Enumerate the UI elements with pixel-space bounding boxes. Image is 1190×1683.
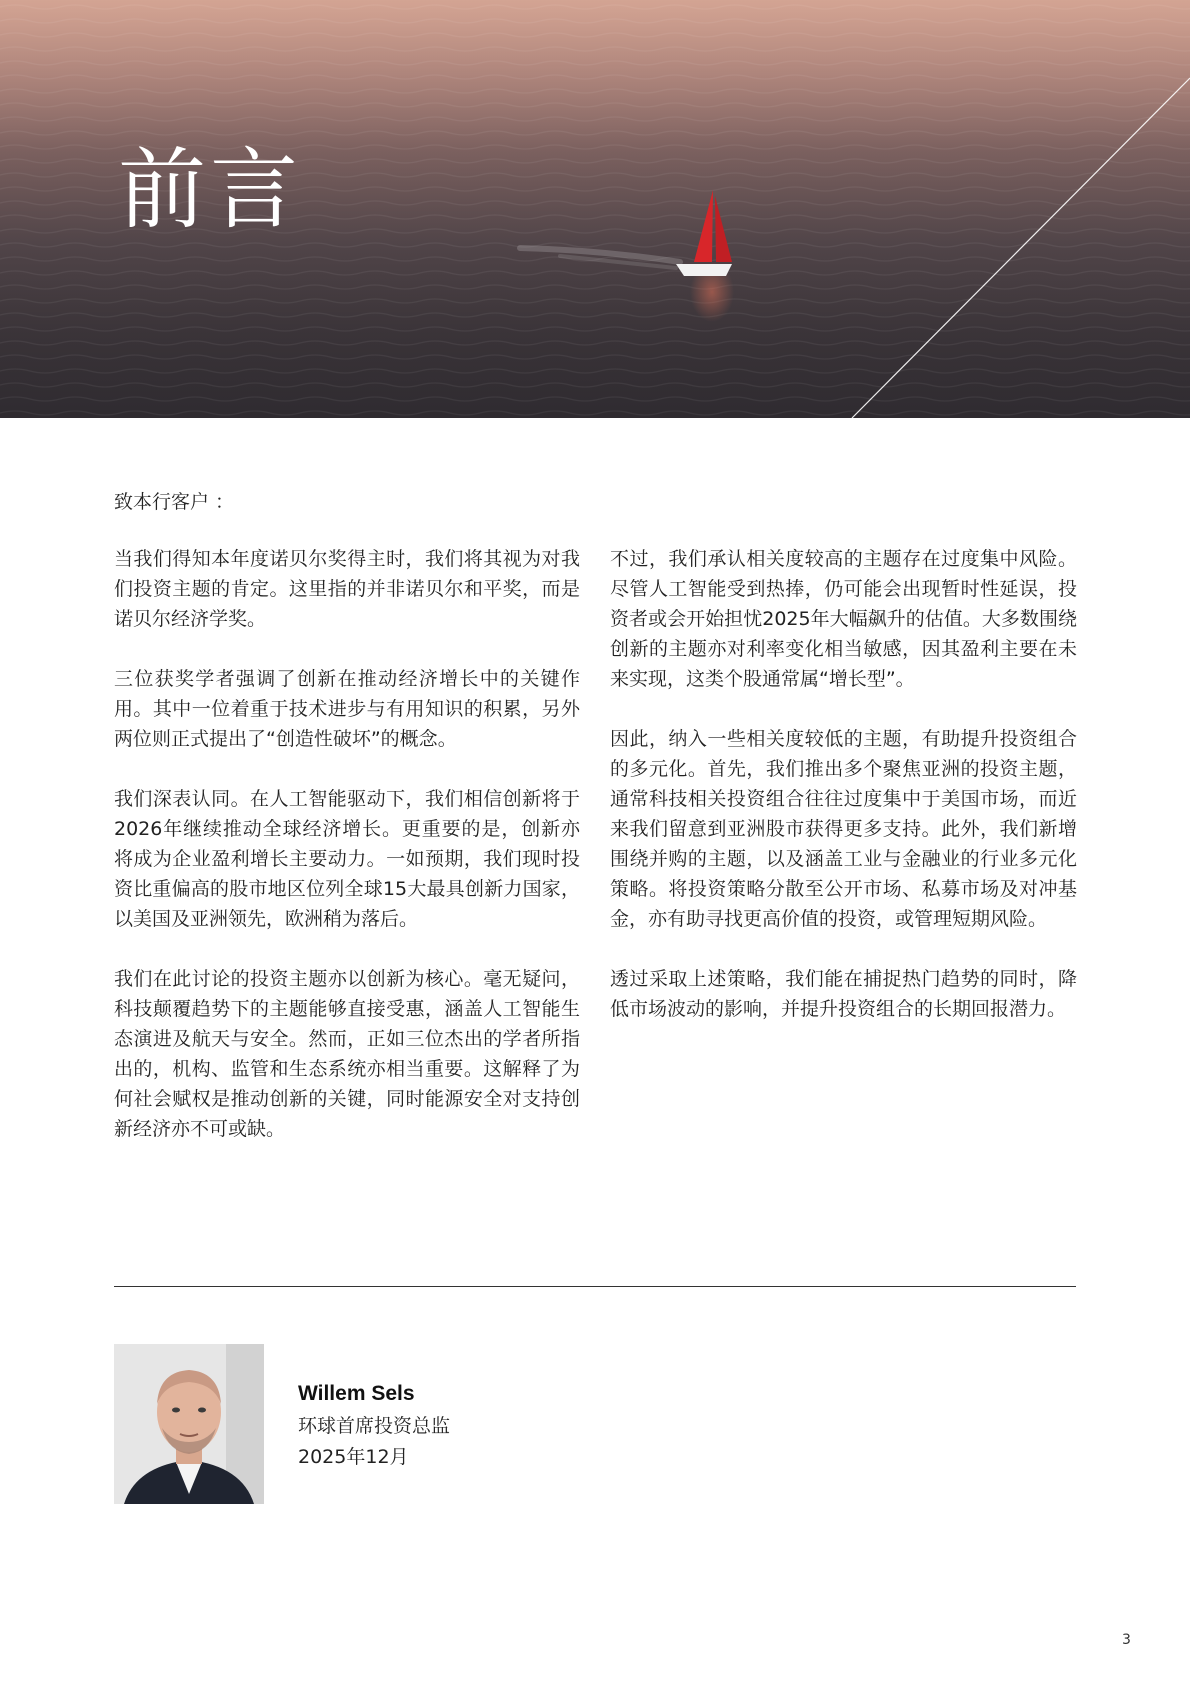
avatar xyxy=(114,1344,264,1504)
signature-date: 2025年12月 xyxy=(298,1446,409,1468)
paragraph: 我们深表认同。在人工智能驱动下，我们相信创新将于2026年继续推动全球经济增长。更重要的是，创新亦将成为企业盈利增长主要动力。一如预期，我们现时投资比重偏高的股市地区位列全球15大最具创新力国家，以美国及亚洲领先，欧洲稍为落后。 xyxy=(114,788,580,930)
salutation: 致本行客户 ： xyxy=(114,491,235,513)
right-column xyxy=(610,544,1077,1054)
paragraph: 当我们得知本年度诺贝尔奖得主时，我们将其视为对我们投资主题的肯定。这里指的并非诺贝尔和平奖，而是诺贝尔经济学奖。 xyxy=(114,548,580,630)
hero-banner xyxy=(0,0,1190,418)
paragraph: 不过，我们承认相关度较高的主题存在过度集中风险。尽管人工智能受到热捧，仍可能会出现暂时性延误，投资者或会开始担忧2025年大幅飙升的估值。大多数围绕创新的主题亦对利率变化相当敏感，因其盈利主要在未来实现，这类个股通常属“增长型”。 xyxy=(610,548,1077,690)
paragraph: 三位获奖学者强调了创新在推动经济增长中的关键作用。其中一位着重于技术进步与有用知识的积累，另外两位则正式提出了“创造性破坏”的概念。 xyxy=(114,668,580,750)
author-title: 环球首席投资总监 xyxy=(298,1415,451,1437)
divider xyxy=(114,1286,1076,1287)
paragraph: 透过采取上述策略，我们能在捕捉热门趋势的同时，降低市场波动的影响，并提升投资组合的长期回报潜力。 xyxy=(610,968,1077,1020)
page-title: 前言 xyxy=(118,138,303,241)
left-column xyxy=(114,544,580,1174)
paragraph: 我们在此讨论的投资主题亦以创新为核心。毫无疑问，科技颠覆趋势下的主题能够直接受惠，涵盖人工智能生态演进及航天与安全。然而，正如三位杰出的学者所指出的，机构、监管和生态系统亦相当重要。这解释了为何社会赋权是推动创新的关键，同时能源安全对支持创新经济亦不可或缺。 xyxy=(114,968,580,1140)
page-number: 3 xyxy=(1122,1632,1131,1648)
person-portrait-icon xyxy=(114,1344,264,1504)
paragraph: 因此，纳入一些相关度较低的主题，有助提升投资组合的多元化。首先，我们推出多个聚焦亚洲的投资主题，通常科技相关投资组合往往过度集中于美国市场，而近来我们留意到亚洲股市获得更多支持。此外，我们新增围绕并购的主题，以及涵盖工业与金融业的行业多元化策略。将投资策略分散至公开市场、私募市场及对冲基金，亦有助寻找更高价值的投资，或管理短期风险。 xyxy=(610,728,1077,930)
author-name: Willem Sels xyxy=(298,1382,415,1405)
